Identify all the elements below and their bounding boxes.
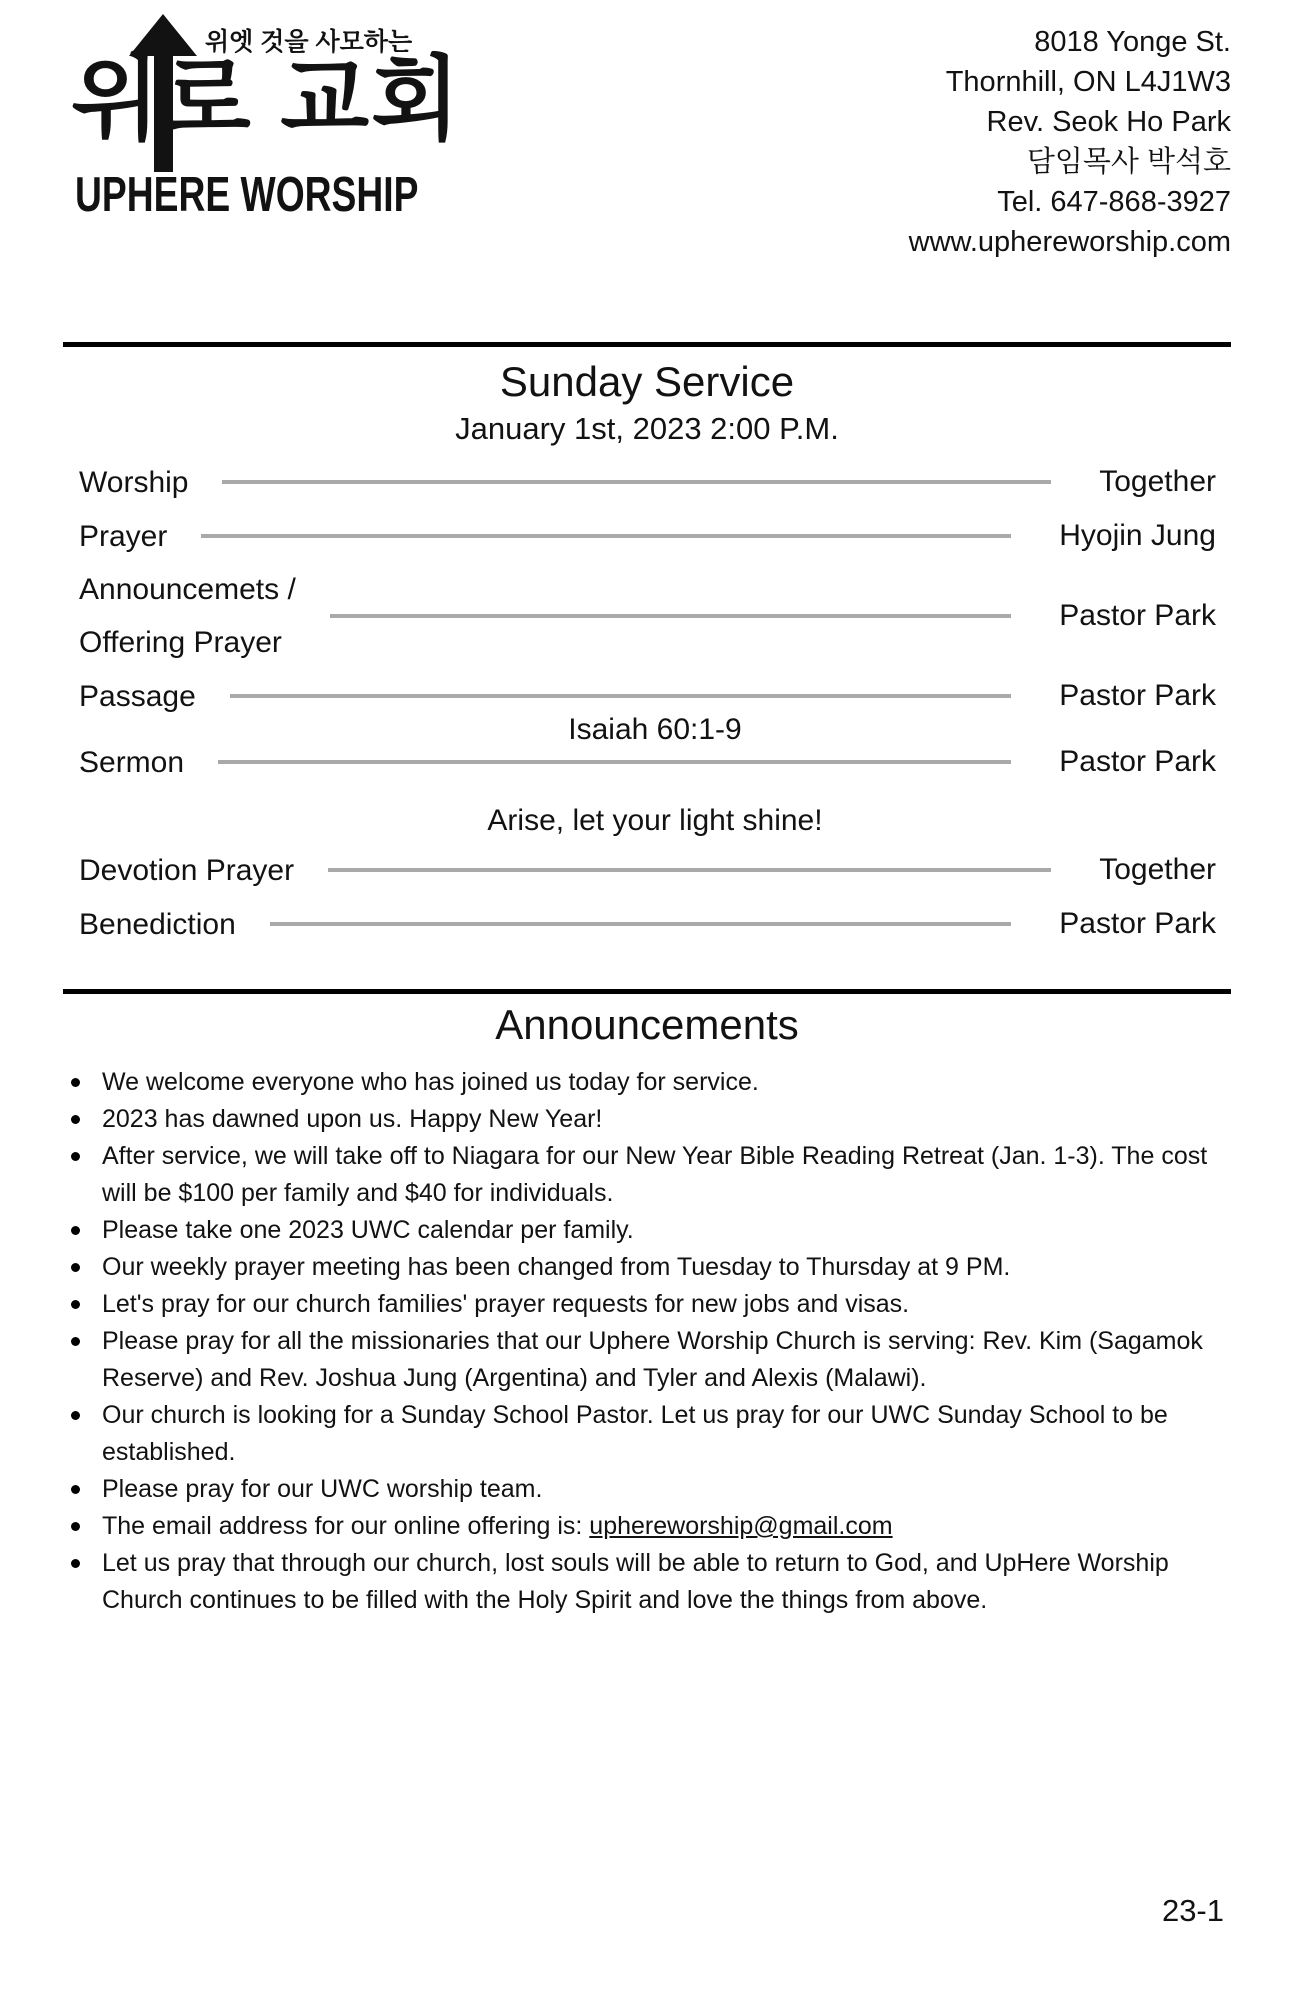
announcement-item [102,1397,1211,1471]
announcement-text: 2023 has dawned upon us. Happy New Year! [102,1105,603,1133]
program-person: Together [1099,853,1216,886]
service-program [63,455,1231,951]
program-item-label: Worship [79,465,189,499]
program-person: Pastor Park [1059,679,1216,712]
program-person: Hyojin Jung [1059,519,1216,552]
offering-email-link[interactable]: uphereworship@gmail.com [589,1512,893,1540]
header [63,0,1231,342]
program-item-label: Sermon [79,745,185,779]
leader-line [330,614,1011,618]
leader-line [230,694,1012,698]
program-row [79,509,1231,563]
announcement-item [102,1138,1211,1212]
announcement-text: Please pray for all the missionaries that our Uphere Worship Church is serving: Rev. Kim (Sagamok Reserve) and Rev. Joshua Jung (Argentina) and Tyler and Alexis (Malawi). [102,1327,1203,1392]
leader-line [201,534,1011,538]
service-section [63,357,1231,951]
contact-website: www.uphereworship.com [908,226,1231,258]
announcements-list [63,1064,1211,1619]
announcement-text: We welcome everyone who has joined us today for service. [102,1068,759,1096]
program-item-label: Announcemets / Offering Prayer [79,573,296,659]
contact-phone: Tel. 647-868-3927 [997,186,1231,218]
program-person: Pastor Park [1059,599,1216,632]
contact-street: 8018 Yonge St. [1034,26,1231,58]
program-item-label: Passage [79,679,196,713]
leader-line [218,760,1011,764]
program-row [79,897,1231,951]
announcement-text: Let us pray that through our church, lost souls will be able to return to God, and UpHere Worship Church continues to be filled with the Holy Spirit and love the things from above. [102,1549,1169,1614]
announcement-text: The email address for our online offering is: [102,1512,590,1540]
leader-line [222,480,1051,484]
program-person: Together [1099,465,1216,498]
announcement-item [102,1212,1211,1249]
program-row [79,455,1231,509]
announcements-title: Announcements [495,1001,799,1048]
leader-line [270,922,1011,926]
logo-korean-name: 위로 교회 [71,49,463,151]
announcement-item [102,1249,1211,1286]
announcement-item [102,1064,1211,1101]
program-item-label: Prayer [79,519,168,553]
announcement-text: Our weekly prayer meeting has been changed from Tuesday to Thursday at 9 PM. [102,1253,1011,1281]
announcement-item [102,1545,1211,1619]
divider-top [63,342,1231,347]
announcement-text: Please pray for our UWC worship team. [102,1475,543,1503]
logo-tagline: 위엣 것을 사모하는 [205,28,413,56]
program-person: Pastor Park [1059,745,1216,778]
page-number: 23-1 [1161,1893,1224,1928]
announcements-section [63,1002,1231,1619]
service-datetime: January 1st, 2023 2:00 P.M. [455,411,839,446]
contact-pastor-kr: 담임목사 박석호 [1026,146,1231,178]
announcement-item [102,1286,1211,1323]
program-row [79,843,1231,897]
divider-bottom [63,989,1231,994]
announcement-item [102,1101,1211,1138]
program-note: Arise, let your light shine! [487,804,823,837]
logo-english-name: UPHERE WORSHIP [75,168,419,222]
program-item-label: Benediction [79,907,236,941]
program-row [79,563,1231,669]
program-item-label: Devotion Prayer [79,853,295,887]
announcement-text: Please take one 2023 UWC calendar per family. [102,1216,634,1244]
church-logo [63,12,503,342]
leader-line [328,868,1051,872]
contact-city: Thornhill, ON L4J1W3 [945,66,1231,98]
announcement-text: Let's pray for our church families' prayer requests for new jobs and visas. [102,1290,910,1318]
announcement-item [102,1471,1211,1508]
program-note: Isaiah 60:1-9 [568,713,742,746]
service-title: Sunday Service [499,358,795,405]
announcement-item [102,1508,1211,1545]
announcement-item [102,1323,1211,1397]
contact-block [503,12,1231,342]
program-person: Pastor Park [1059,907,1216,940]
announcement-text: After service, we will take off to Niagara for our New Year Bible Reading Retreat (Jan. 1-3). The cost will be $100 per family and $40 for individuals. [102,1142,1208,1207]
announcement-text: Our church is looking for a Sunday School Pastor. Let us pray for our UWC Sunday School to be established. [102,1401,1168,1466]
contact-pastor-en: Rev. Seok Ho Park [986,106,1231,138]
